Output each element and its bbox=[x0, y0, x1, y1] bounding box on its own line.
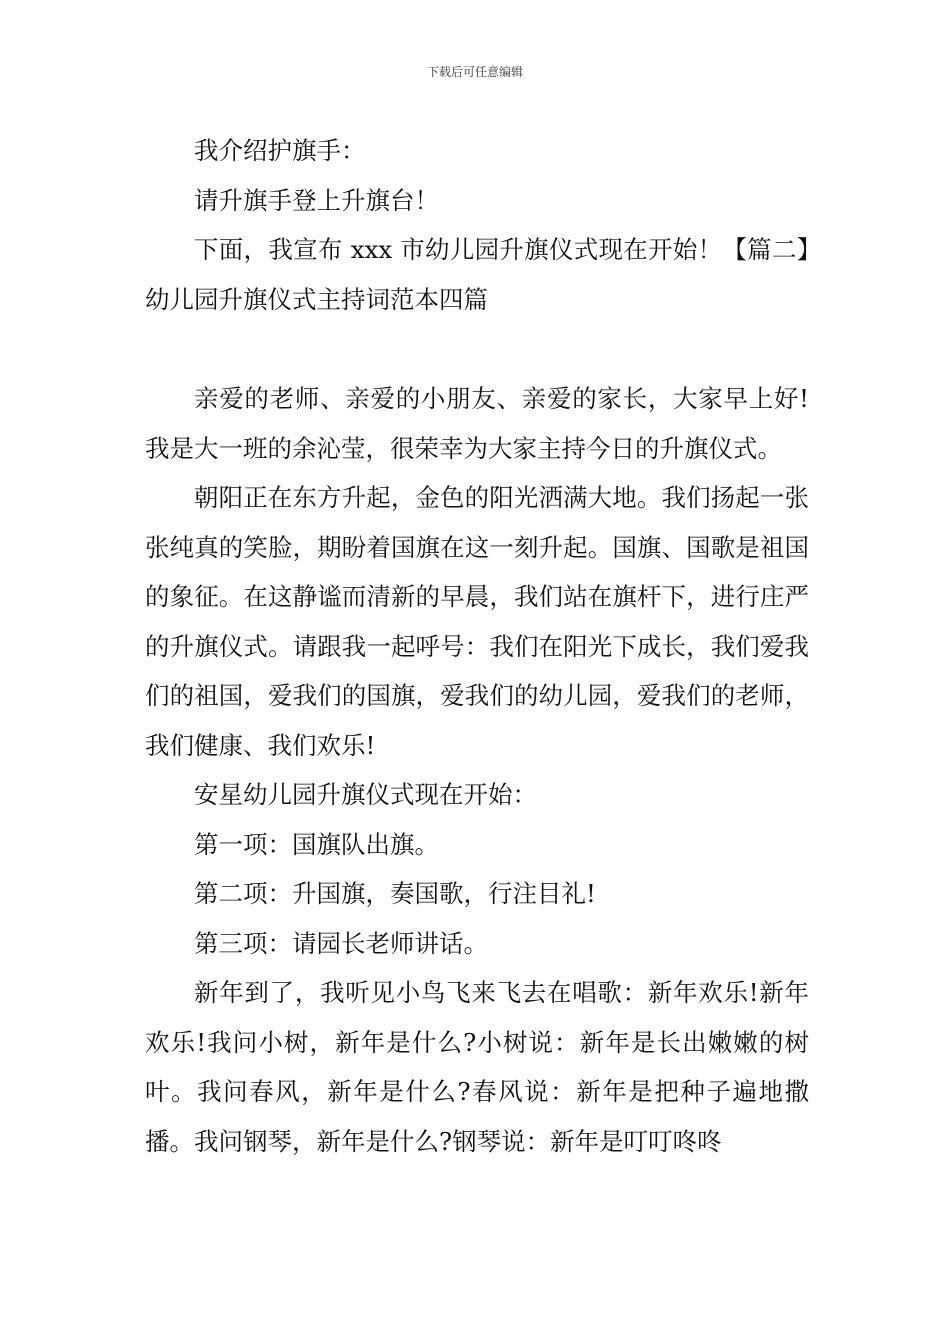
paragraph-introduce-flag-guards: 我介绍护旗手： bbox=[194, 136, 366, 165]
paragraph-ceremony-start: 安星幼儿园升旗仪式现在开始： bbox=[194, 780, 537, 809]
page-header-note: 下载后可任意编辑 bbox=[426, 65, 523, 79]
paragraph-ceremony-announcement: 下面，我宣布 xxx 市幼儿园升旗仪式现在开始！【篇二】幼儿园升旗仪式主持词范本四篇 bbox=[145, 235, 809, 314]
paragraph-greeting: 亲爱的老师、亲爱的小朋友、亲爱的家长，大家早上好!我是大一班的余沁莹，很荣幸为大家主持今日的升旗仪式。 bbox=[145, 384, 809, 463]
paragraph-item-one: 第一项：国旗队出旗。 bbox=[194, 829, 439, 859]
paragraph-item-two: 第二项：升国旗，奏国歌，行注目礼! bbox=[194, 879, 596, 908]
paragraph-flag-raisers-step-up: 请升旗手登上升旗台！ bbox=[194, 185, 439, 215]
paragraph-morning-sun: 朝阳正在东方升起，金色的阳光洒满大地。我们扬起一张张纯真的笑脸，期盼着国旗在这一刻升起。国旗、国歌是祖国的象征。在这静谧而清新的早晨，我们站在旗杆下，进行庄严的升旗仪式。请跟我一起呼号：我们在阳光下成长，我们爱我们的祖国，爱我们的国旗，爱我们的幼儿园，爱我们的老师，我们健康、我们欢乐! bbox=[145, 483, 809, 760]
paragraph-gap bbox=[145, 324, 809, 374]
document-body bbox=[145, 126, 809, 1166]
paragraph-item-three: 第三项：请园长老师讲话。 bbox=[194, 928, 488, 958]
paragraph-new-year: 新年到了，我听见小鸟飞来飞去在唱歌：新年欢乐!新年欢乐!我问小树，新年是什么?小树说：新年是长出嫩嫩的树叶。我问春风，新年是什么?春风说：新年是把种子遍地撒播。我问钢琴，新年是什么?钢琴说：新年是叮叮咚咚 bbox=[145, 978, 809, 1156]
